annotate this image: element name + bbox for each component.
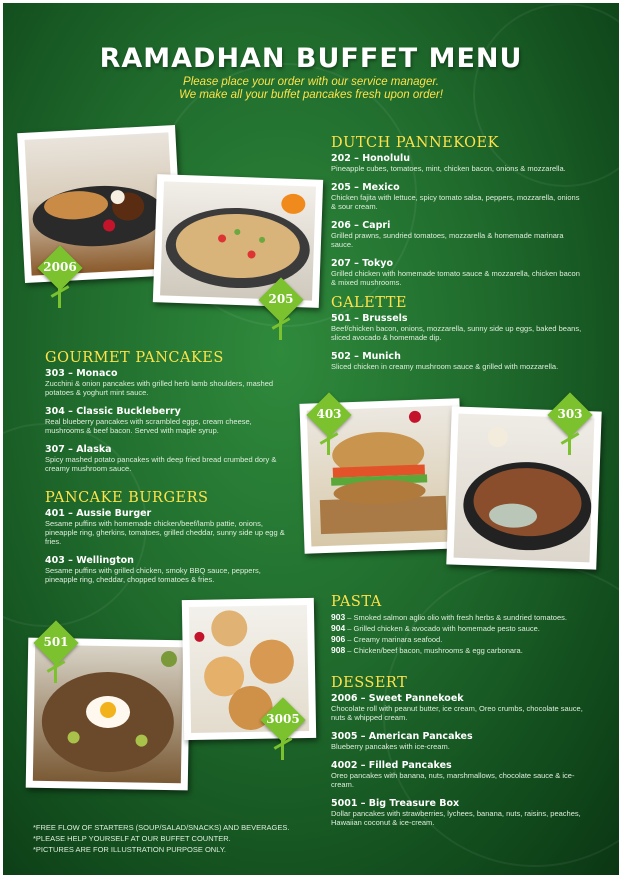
footer-note: *PLEASE HELP YOURSELF AT OUR BUFFET COUNTER.	[33, 834, 231, 843]
tag-501: 501	[34, 621, 78, 665]
section-pasta	[331, 594, 591, 656]
menu-item: 205 – Mexico Chicken fajita with lettuce, spicy tomato salsa, peppers, mozzarella, onions & sour cream.	[331, 182, 580, 211]
menu-item: 906 – Creamy marinara seafood.	[331, 634, 443, 644]
page-title: RAMADHAN BUFFET MENU	[99, 43, 523, 74]
section-dessert	[331, 675, 586, 836]
menu-item: 206 – Capri Grilled prawns, sundried tomatoes, mozzarella & homemade marinara sauce.	[331, 220, 564, 249]
section-gourmet-pancakes	[45, 350, 293, 482]
menu-item: 307 – Alaska Spicy mashed potato pancakes with deep fried bread crumbed dory & creamy mushroom sauce.	[45, 444, 277, 473]
menu-item: 304 – Classic Buckleberry Real blueberry pancakes with scrambled eggs, cream cheese, mushrooms & beef bacon. Served with maple syrup.	[45, 406, 252, 435]
subtitle-line-1: Please place your order with our service manager.	[183, 76, 439, 88]
menu-item: 904 – Grilled chicken & avocado with homemade pesto sauce.	[331, 623, 540, 633]
menu-item: 3005 – American Pancakes Blueberry pancakes with ice-cream.	[331, 731, 473, 751]
menu-page	[3, 3, 619, 875]
menu-item: 4002 – Filled Pancakes Oreo pancakes with banana, nuts, marshmallows, chocolate sauce & ice-cream.	[331, 760, 575, 789]
tag-303: 303	[548, 393, 592, 437]
section-title: DESSERT	[331, 675, 408, 691]
section-title: GALETTE	[331, 295, 407, 311]
menu-item: 502 – Munich Sliced chicken in creamy mushroom sauce & grilled with mozzarella.	[331, 351, 559, 371]
subtitle-line-2: We make all your buffet pancakes fresh upon order!	[179, 89, 443, 101]
section-pancake-burgers	[45, 490, 295, 593]
menu-item: 908 – Chicken/beef bacon, mushrooms & egg carbonara.	[331, 645, 523, 655]
section-title: PASTA	[331, 594, 382, 610]
footer-notes	[33, 822, 289, 855]
section-galette	[331, 295, 586, 380]
menu-item: 401 – Aussie Burger Sesame puffins with homemade chicken/beef/lamb pattie, onions, pineapple ring, gherkins, tomatoes, grilled cheddar, sunny side up egg & fries.	[45, 508, 285, 546]
section-title: DUTCH PANNEKOEK	[331, 135, 499, 151]
menu-item: 903 – Smoked salmon aglio olio with fresh herbs & sundried tomatoes.	[331, 612, 567, 622]
section-dutch-pannekoek	[331, 135, 586, 296]
menu-item: 207 – Tokyo Grilled chicken with homemade tomato sauce & mozzarella, chicken bacon & mixed mushrooms.	[331, 258, 580, 287]
tag-2006: 2006	[38, 246, 82, 290]
menu-item: 202 – Honolulu Pineapple cubes, tomatoes, mint, chicken bacon, onions & mozzarella.	[331, 153, 566, 173]
tag-3005: 3005	[261, 698, 305, 742]
footer-note: *FREE FLOW OF STARTERS (SOUP/SALAD/SNACKS) AND BEVERAGES.	[33, 823, 290, 832]
tag-403: 403	[307, 393, 351, 437]
footer-note: *PICTURES ARE FOR ILLUSTRATION PURPOSE ONLY.	[33, 845, 226, 854]
menu-item: 501 – Brussels Beef/chicken bacon, onions, mozzarella, sunny side up eggs, baked beans, sliced avocado & homemade dip.	[331, 313, 582, 342]
menu-item: 5001 – Big Treasure Box Dollar pancakes with strawberries, lychees, banana, nuts, raisins, peaches, Hawaiian coconut & ice-cream.	[331, 798, 581, 827]
tag-205: 205	[259, 278, 303, 322]
section-title: GOURMET PANCAKES	[45, 350, 224, 366]
menu-item: 2006 – Sweet Pannekoek Chocolate roll with peanut butter, ice cream, Oreo crumbs, chocolate sauce, nuts & whipped cream.	[331, 693, 583, 722]
menu-item: 303 – Monaco Zucchini & onion pancakes with grilled herb lamb shoulders, mashed potatoes & yoghurt mint sauce.	[45, 368, 274, 397]
menu-item: 403 – Wellington Sesame puffins with grilled chicken, smoky BBQ sauce, peppers, pineapple ring, cheddar, chopped tomatoes & fries.	[45, 555, 261, 584]
section-title: PANCAKE BURGERS	[45, 490, 209, 506]
